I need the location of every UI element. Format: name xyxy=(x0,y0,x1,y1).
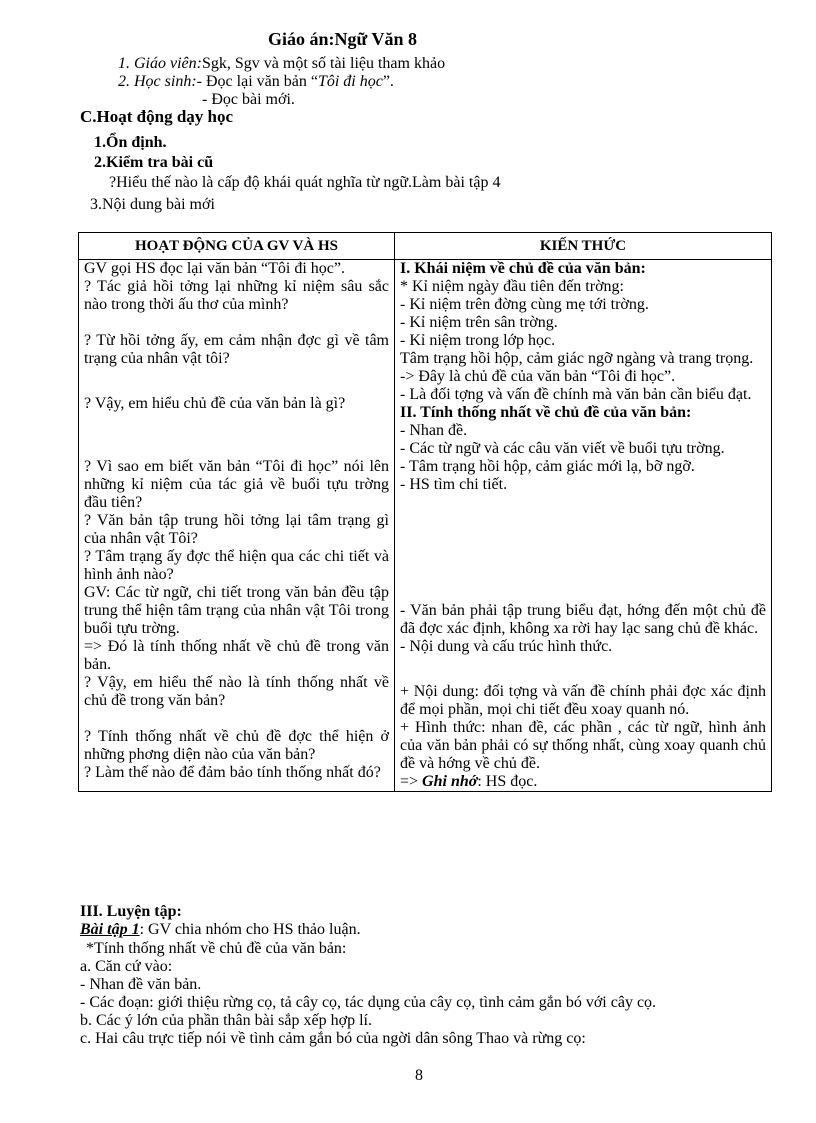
col1-header: HOẠT ĐỘNG CỦA GV VÀ HS xyxy=(79,233,395,260)
right-item: Tâm trạng hồi hộp, cảm giác ngỡ ngàng và trang trọng. xyxy=(400,350,754,367)
left-item: => Đó là tính thống nhất về chủ đề trong văn bản. xyxy=(84,638,389,673)
student-label: 2. Học sinh: xyxy=(118,73,197,90)
section-c-item2-question: ?Hiểu thế nào là cấp độ khái quát nghĩa từ ngữ.Làm bài tập 4 xyxy=(109,174,501,191)
practice-line: - Nhan đề văn bản. xyxy=(80,976,202,993)
section-c-item2: 2.Kiểm tra bài cũ xyxy=(94,154,214,171)
section-c-item3: 3.Nội dung bài mới xyxy=(90,196,215,213)
left-item: ? Vậy, em hiểu chủ đề của văn bản là gì? xyxy=(84,395,346,412)
right-item: - Tâm trạng hồi hộp, cảm giác mới lạ, bỡ ngỡ. xyxy=(400,458,695,475)
table-body-row xyxy=(79,260,772,792)
right-heading-1: I. Khái niệm về chủ đề của văn bản: xyxy=(400,260,646,277)
left-item: ? Vì sao em biết văn bản “Tôi đi học” nói lên những kỉ niệm của tác giả về buổi tựu trờng đầu tiên? xyxy=(84,458,389,511)
right-item: - Kỉ niệm trên đờng cùng mẹ tới trờng. xyxy=(400,296,649,313)
right-item: - Kỉ niệm trên sân trờng. xyxy=(400,314,558,331)
practice-line: b. Các ý lớn của phần thân bài sắp xếp hợp lí. xyxy=(80,1012,372,1029)
left-item: ? Tính thống nhất về chủ đề đợc thể hiện ở những phơng diện nào của văn bản? xyxy=(84,728,389,763)
right-item: * Kỉ niệm ngày đầu tiên đến trờng: xyxy=(400,278,624,295)
student-line2: - Đọc bài mới. xyxy=(202,91,295,108)
practice-line: *Tính thống nhất về chủ đề của văn bản: xyxy=(86,940,347,957)
teacher-activity-cell xyxy=(79,260,395,792)
right-item: - Là đối tợng và vấn đề chính mà văn bản cần biểu đạt. xyxy=(400,386,752,403)
left-item: GV gọi HS đọc lại văn bản “Tôi đi học”. xyxy=(84,260,345,277)
student-text-b: ”. xyxy=(382,73,394,90)
right-ghi-nho xyxy=(400,773,766,791)
lesson-table xyxy=(78,232,772,792)
right-item: + Hình thức: nhan đề, các phần , các từ ngữ, hình ảnh của văn bản phải có sự thống nhất, cùng xoay quanh chủ đề và hớng về chủ đề. xyxy=(400,719,766,772)
prep-teacher xyxy=(118,55,445,73)
left-item: ? Từ hồi tởng ấy, em cảm nhận đợc gì về tâm trạng của nhân vật tôi? xyxy=(84,332,389,367)
section-c-item1: 1.Ổn định. xyxy=(94,134,167,151)
right-heading-2: II. Tính thống nhất về chủ đề của văn bản: xyxy=(400,404,692,421)
right-item: - HS tìm chi tiết. xyxy=(400,476,508,493)
prep-student xyxy=(118,73,394,91)
section-c-heading: C.Hoạt động dạy học xyxy=(80,107,234,126)
right-item: - Văn bản phải tập trung biểu đạt, hớng đến một chủ đề đã đợc xác định, không xa rời hay lạc sang chủ đề khác. xyxy=(400,602,766,637)
left-item: ? Tác giả hồi tởng lại những kỉ niệm sâu sắc nào trong thời ấu thơ của mình? xyxy=(84,278,389,313)
student-text-title: Tôi đi học xyxy=(317,73,383,90)
practice-exercise xyxy=(80,921,361,939)
right-item: -> Đây là chủ đề của văn bản “Tôi đi học”. xyxy=(400,368,676,385)
left-item: ? Văn bản tập trung hồi tởng lại tâm trạng gì của nhân vật Tôi? xyxy=(84,512,389,547)
left-item: GV: Các từ ngữ, chi tiết trong văn bản đều tập trung thể hiện tâm trạng của nhân vật Tôi trong buổi tựu trờng. xyxy=(84,584,389,637)
right-item: + Nội dung: đối tợng và vấn đề chính phải đợc xác định để mọi phần, mọi chi tiết đều xoay quanh nó. xyxy=(400,683,766,718)
left-item: ? Làm thế nào để đảm bảo tính thống nhất đó? xyxy=(84,764,381,781)
right-item: - Nội dung và cấu trúc hình thức. xyxy=(400,638,613,655)
exercise-label: Bài tập 1 xyxy=(80,921,140,938)
right-item: - Các từ ngữ và các câu văn viết về buổi tựu trờng. xyxy=(400,440,725,457)
practice-line: a. Căn cứ vào: xyxy=(80,958,173,975)
left-item: ? Tâm trạng ấy đợc thể hiện qua các chi tiết và hình ảnh nào? xyxy=(84,548,389,583)
right-item: - Nhan đề. xyxy=(400,422,468,439)
knowledge-cell xyxy=(395,260,772,792)
ghi-nho-arrow: => xyxy=(400,773,423,790)
ghi-nho-text: : HS đọc. xyxy=(477,773,538,790)
page-number: 8 xyxy=(415,1067,423,1084)
table-header-row xyxy=(79,233,772,260)
ghi-nho-label: Ghi nhớ xyxy=(422,773,478,790)
teacher-text: Sgk, Sgv và một số tài liệu tham khảo xyxy=(201,55,446,72)
teacher-label: 1. Giáo viên: xyxy=(118,55,202,72)
right-item: - Kỉ niệm trong lớp học. xyxy=(400,332,556,349)
page-title: Giáo án:Ngữ Văn 8 xyxy=(268,29,417,49)
practice-line: - Các đoạn: giới thiệu rừng cọ, tả cây cọ, tác dụng của cây cọ, tình cảm gắn bó với cây cọ. xyxy=(80,994,657,1011)
practice-line: c. Hai câu trực tiếp nói về tình cảm gắn bó của ngời dân sông Thao và rừng cọ: xyxy=(80,1030,586,1047)
col2-header: KIẾN THỨC xyxy=(395,233,772,260)
practice-heading: III. Luyện tập: xyxy=(80,903,182,920)
left-item: ? Vậy, em hiểu thế nào là tính thống nhất về chủ đề trong văn bản? xyxy=(84,674,389,709)
student-text-a: - Đọc lại văn bản “ xyxy=(196,73,318,90)
exercise-text: : GV chia nhóm cho HS thảo luận. xyxy=(139,921,361,938)
